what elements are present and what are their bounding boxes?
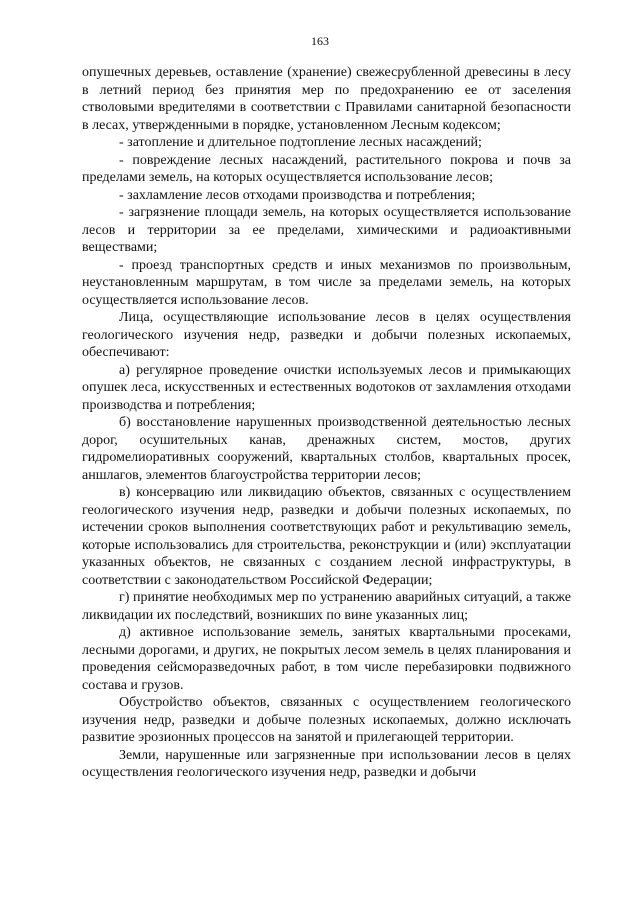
list-item-flooding: - затопление и длительное подтопление лесных насаждений; (119, 135, 482, 150)
obligation-item-b: б) восстановление нарушенных производственной деятельностью лесных дорог, осушительных канав, дренажных систем, мостов, других гидромелиоративных сооружений, квартальных столбов, квартальных просек, аншлагов, элементов благоустройства территории лесов; (82, 415, 571, 483)
obligation-item-a: а) регулярное проведение очистки используемых лесов и примыкающих опушек леса, искусственных и естественных водотоков от захламления отходами производства и потребления; (82, 362, 571, 413)
list-item-damage: - повреждение лесных насаждений, растительного покрова и почв за пределами земель, на которых осуществляется использование лесов; (82, 152, 571, 185)
paragraph-continuation: опушечных деревьев, оставление (хранение) свежесрубленной древесины в лесу в летний период без принятия мер по предохранению ее от заселения стволовыми вредителями в соответствии с Правилами санитарной безопасности в лесах, утвержденными в порядке, установленном Лесным кодексом; (82, 65, 571, 133)
list-item-littering: - захламление лесов отходами производства и потребления; (119, 187, 476, 203)
list-item-vehicle-passage: - проезд транспортных средств и иных механизмов по произвольным, неустановленным маршрутам, в том числе за пределами земель, на которых осуществляется использование лесов. (82, 257, 571, 308)
list-item-pollution: - загрязнение площади земель, на которых осуществляется использование лесов и территории за ее пределами, химическими и радиоактивными веществами; (82, 205, 571, 255)
document-body (82, 64, 571, 782)
obligation-item-g: г) принятие необходимых мер по устранению аварийных ситуаций, а также ликвидации их последствий, возникших по вине указанных лиц; (82, 590, 571, 623)
obligation-item-d: д) активное использование земель, занятых квартальными просеками, лесными дорогами, и других, не покрытых лесом земель в целях планирования и проведения сейсморазведочных работ, в том числе перебазировки подвижного состава и грузов. (82, 625, 571, 693)
page-number: 163 (311, 34, 329, 48)
paragraph-arrangement: Обустройство объектов, связанных с осуществлением геологического изучения недр, разведки и добыче полезных ископаемых, должно исключать развитие эрозионных процессов на занятой и прилегающей территории. (82, 695, 571, 745)
paragraph-disturbed-lands: Земли, нарушенные или загрязненные при использовании лесов в целях осуществления геологического изучения недр, разведки и добычи (82, 747, 571, 780)
obligation-item-v: в) консервацию или ликвидацию объектов, связанных с осуществлением геологического изучения недр, разведки и добычи полезных ископаемых, по истечении сроков выполнения соответствующих работ и рекультивацию земель, которые использовались для строительства, реконструкции и (или) эксплуатации указанных объектов, не связанных с созданием лесной инфраструктуры, в соответствии с законодательством Российской Федерации; (82, 485, 571, 588)
paragraph-obligations-intro: Лица, осуществляющие использование лесов в целях осуществления геологического изучения недр, разведки и добычи полезных ископаемых, обеспечивают: (82, 310, 571, 360)
